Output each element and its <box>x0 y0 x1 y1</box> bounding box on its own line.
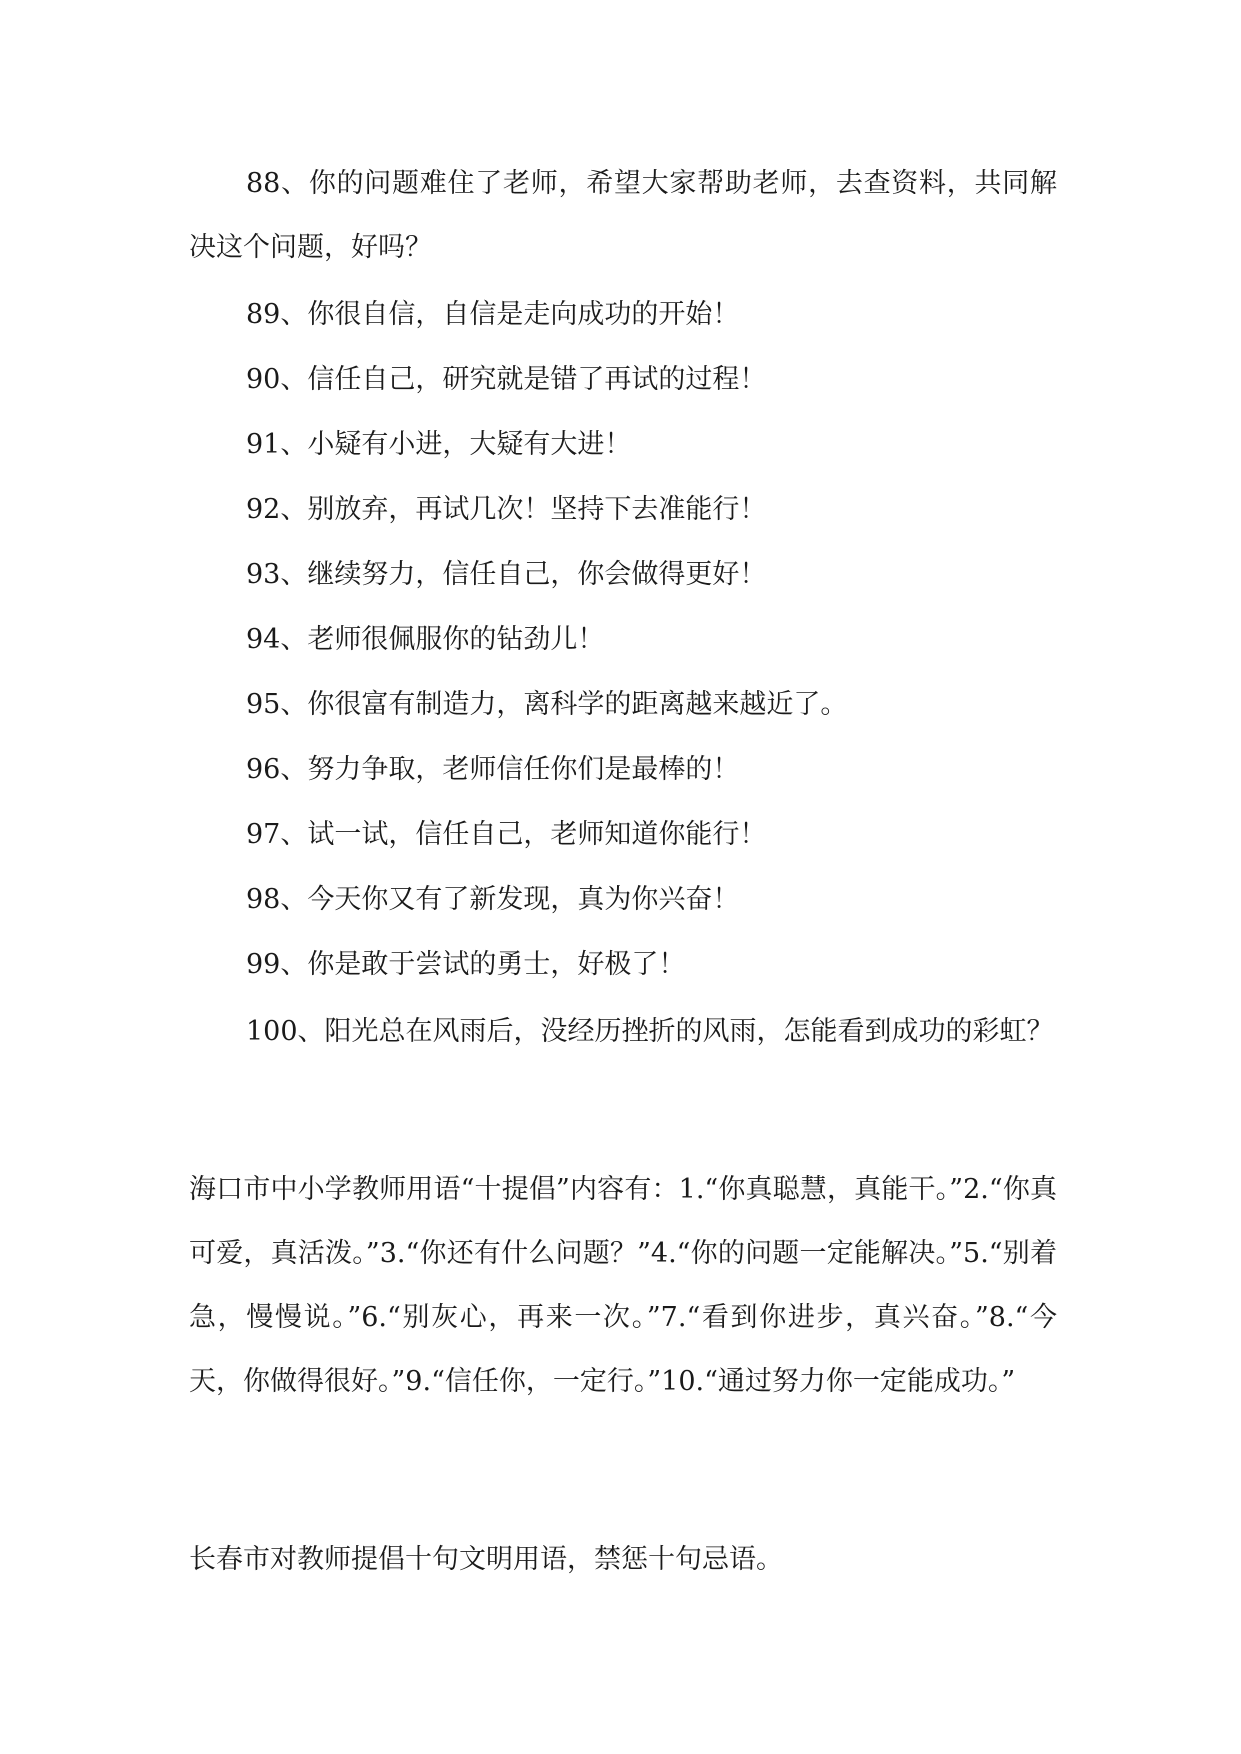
phrase-list <box>189 152 1057 1069</box>
list-item: 93、继续努力，信任自己，你会做得更好！ <box>246 559 767 590</box>
list-item: 90、信任自己，研究就是错了再试的过程！ <box>246 364 767 395</box>
list-item: 99、你是敢于尝试的勇士，好极了！ <box>246 949 686 980</box>
list-item: 91、小疑有小进，大疑有大进！ <box>246 429 632 460</box>
list-item: 100、阳光总在风雨后，没经历挫折的风雨，怎能看到成功的彩虹？ <box>246 1016 1054 1047</box>
list-item: 89、你很自信，自信是走向成功的开始！ <box>246 299 740 330</box>
changchun-paragraph: 长春市对教师提倡十句文明用语，禁惩十句忌语。 <box>189 1544 783 1575</box>
list-item: 95、你很富有制造力，离科学的距离越来越近了。 <box>246 689 848 720</box>
list-item: 92、别放弃，再试几次！坚持下去准能行！ <box>246 494 767 525</box>
list-item: 96、努力争取，老师信任你们是最棒的！ <box>246 754 740 785</box>
haikou-paragraph: 海口市中小学教师用语“十提倡”内容有：1.“你真聪慧，真能干。”2.“你真可爱，真活泼。”3.“你还有什么问题？”4.“你的问题一定能解决。”5.“别着急，慢慢说。”6.“别灰心，再来一次。”7.“看到你进步，真兴奋。”8.“今天，你做得很好。”9.“信任你，一定行。”10.“通过努力你一定能成功。” <box>189 1174 1057 1397</box>
list-item: 94、老师很佩服你的钻劲儿！ <box>246 624 605 655</box>
list-item: 98、今天你又有了新发现，真为你兴奋！ <box>246 884 740 915</box>
list-item: 88、你的问题难住了老师，希望大家帮助老师，去查资料，共同解决这个问题，好吗？ <box>189 168 1057 263</box>
list-item: 97、试一试，信任自己，老师知道你能行！ <box>246 819 767 850</box>
